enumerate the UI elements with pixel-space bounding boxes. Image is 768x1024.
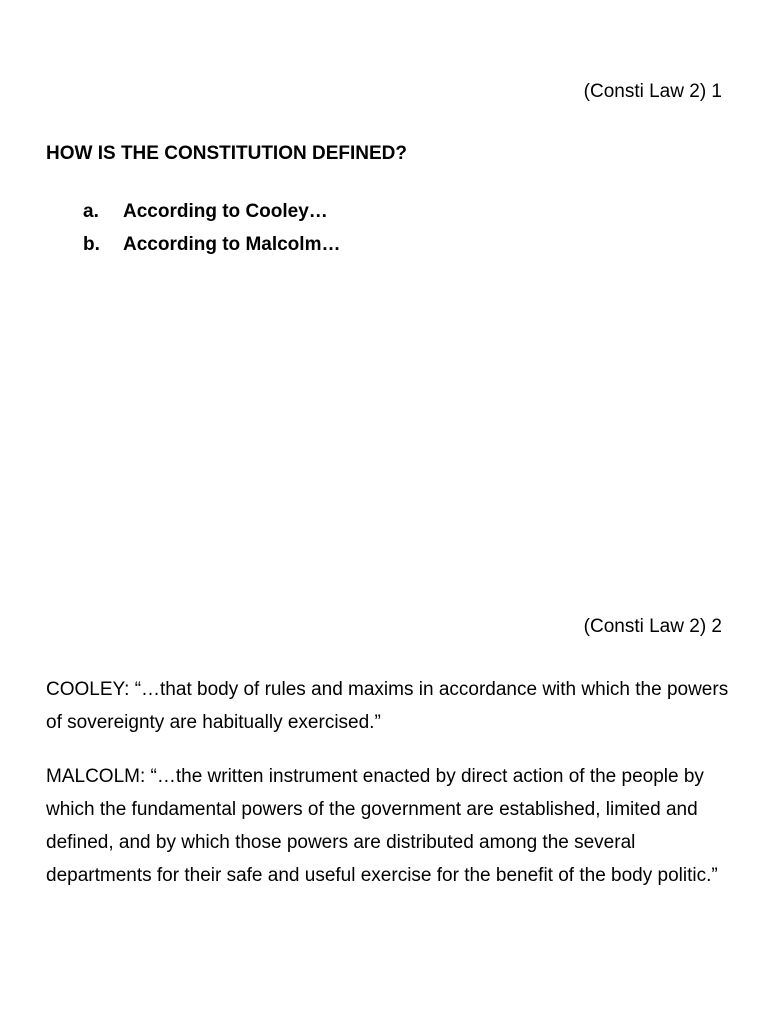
malcolm-definition: MALCOLM: “…the written instrument enacted by direct action of the people by which the fundamental powers of the government are established, limited and defined, and by which those powers are distributed among the several departments for their safe and useful exercise for the benefit of the body politic.” bbox=[46, 766, 718, 886]
list-item bbox=[83, 228, 340, 261]
list-item-text: According to Malcolm… bbox=[123, 234, 341, 255]
list-item bbox=[83, 195, 340, 228]
page-header: (Consti Law 2) 2 bbox=[583, 616, 722, 637]
slide-page-2 bbox=[0, 605, 768, 1024]
options-list bbox=[83, 195, 340, 261]
slide-page-1 bbox=[0, 70, 768, 510]
question-heading: HOW IS THE CONSTITUTION DEFINED? bbox=[46, 143, 407, 164]
list-item-text: According to Cooley… bbox=[123, 201, 328, 222]
list-marker: a. bbox=[83, 201, 99, 222]
cooley-definition: COOLEY: “…that body of rules and maxims in accordance with which the powers of sovereignty are habitually exercised.” bbox=[46, 679, 729, 733]
page-header: (Consti Law 2) 1 bbox=[583, 81, 722, 102]
list-marker: b. bbox=[83, 234, 100, 255]
